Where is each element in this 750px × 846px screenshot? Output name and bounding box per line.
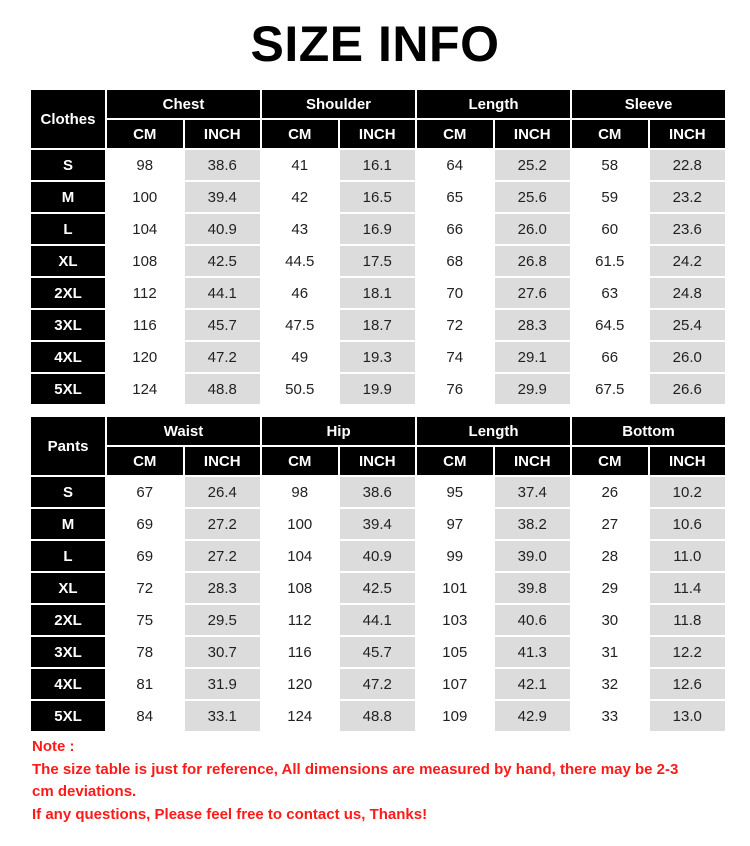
pants-value-cell: 29 [572, 573, 648, 603]
pants-value-cell: 105 [417, 637, 493, 667]
clothes-size-label: L [31, 214, 105, 244]
pants-value-cell: 84 [107, 701, 183, 731]
clothes-value-cell: 39.4 [185, 182, 261, 212]
pants-value-cell: 41.3 [495, 637, 571, 667]
pants-value-cell: 109 [417, 701, 493, 731]
clothes-corner-label: Clothes [31, 90, 105, 148]
pants-value-cell: 39.8 [495, 573, 571, 603]
pants-size-label: M [31, 509, 105, 539]
table-row [31, 150, 725, 180]
table-row [31, 182, 725, 212]
clothes-value-cell: 16.9 [340, 214, 416, 244]
note-line-2: cm deviations. [32, 783, 137, 801]
clothes-value-cell: 98 [107, 150, 183, 180]
pants-group-header: Length [417, 417, 570, 445]
clothes-unit-header: CM [417, 120, 493, 148]
pants-value-cell: 112 [262, 605, 338, 635]
pants-value-cell: 104 [262, 541, 338, 571]
clothes-value-cell: 46 [262, 278, 338, 308]
clothes-value-cell: 19.9 [340, 374, 416, 404]
pants-value-cell: 69 [107, 541, 183, 571]
clothes-value-cell: 45.7 [185, 310, 261, 340]
clothes-size-label: 3XL [31, 310, 105, 340]
pants-value-cell: 37.4 [495, 477, 571, 507]
pants-value-cell: 75 [107, 605, 183, 635]
clothes-value-cell: 25.4 [650, 310, 726, 340]
pants-unit-header: CM [262, 447, 338, 475]
clothes-value-cell: 120 [107, 342, 183, 372]
pants-group-header: Hip [262, 417, 415, 445]
pants-value-cell: 28.3 [185, 573, 261, 603]
clothes-value-cell: 100 [107, 182, 183, 212]
pants-value-cell: 99 [417, 541, 493, 571]
clothes-value-cell: 68 [417, 246, 493, 276]
clothes-value-cell: 23.2 [650, 182, 726, 212]
pants-value-cell: 30 [572, 605, 648, 635]
pants-value-cell: 103 [417, 605, 493, 635]
clothes-group-header: Sleeve [572, 90, 725, 118]
pants-value-cell: 26.4 [185, 477, 261, 507]
pants-value-cell: 40.9 [340, 541, 416, 571]
clothes-value-cell: 27.6 [495, 278, 571, 308]
pants-value-cell: 42.5 [340, 573, 416, 603]
note-line-1: The size table is just for reference, All dimensions are measured by hand, there may be 2-3 [32, 760, 679, 778]
clothes-value-cell: 19.3 [340, 342, 416, 372]
table-row [31, 509, 725, 539]
pants-corner-label: Pants [31, 417, 105, 475]
clothes-value-cell: 26.0 [650, 342, 726, 372]
table-row [31, 342, 725, 372]
clothes-value-cell: 60 [572, 214, 648, 244]
pants-group-header: Waist [107, 417, 260, 445]
pants-unit-header: CM [572, 447, 648, 475]
clothes-unit-header: CM [572, 120, 648, 148]
clothes-value-cell: 43 [262, 214, 338, 244]
pants-value-cell: 69 [107, 509, 183, 539]
clothes-group-header: Chest [107, 90, 260, 118]
pants-value-cell: 95 [417, 477, 493, 507]
clothes-value-cell: 22.8 [650, 150, 726, 180]
clothes-value-cell: 65 [417, 182, 493, 212]
clothes-unit-header: CM [107, 120, 183, 148]
pants-value-cell: 31 [572, 637, 648, 667]
clothes-value-cell: 18.7 [340, 310, 416, 340]
clothes-value-cell: 18.1 [340, 278, 416, 308]
pants-value-cell: 31.9 [185, 669, 261, 699]
table-row [31, 278, 725, 308]
pants-value-cell: 72 [107, 573, 183, 603]
pants-value-cell: 11.0 [650, 541, 726, 571]
clothes-value-cell: 66 [417, 214, 493, 244]
clothes-size-label: M [31, 182, 105, 212]
pants-value-cell: 116 [262, 637, 338, 667]
table-row [31, 605, 725, 635]
clothes-value-cell: 26.6 [650, 374, 726, 404]
clothes-value-cell: 108 [107, 246, 183, 276]
clothes-value-cell: 58 [572, 150, 648, 180]
pants-value-cell: 42.1 [495, 669, 571, 699]
clothes-value-cell: 44.5 [262, 246, 338, 276]
pants-value-cell: 11.4 [650, 573, 726, 603]
pants-value-cell: 39.0 [495, 541, 571, 571]
pants-size-label: 2XL [31, 605, 105, 635]
pants-value-cell: 27 [572, 509, 648, 539]
pants-value-cell: 33.1 [185, 701, 261, 731]
clothes-value-cell: 47.5 [262, 310, 338, 340]
pants-value-cell: 48.8 [340, 701, 416, 731]
table-row [31, 637, 725, 667]
clothes-value-cell: 59 [572, 182, 648, 212]
pants-value-cell: 101 [417, 573, 493, 603]
pants-value-cell: 26 [572, 477, 648, 507]
pants-value-cell: 42.9 [495, 701, 571, 731]
pants-unit-header: CM [107, 447, 183, 475]
pants-value-cell: 45.7 [340, 637, 416, 667]
clothes-size-label: XL [31, 246, 105, 276]
pants-value-cell: 40.6 [495, 605, 571, 635]
pants-size-label: XL [31, 573, 105, 603]
clothes-value-cell: 63 [572, 278, 648, 308]
table-row [31, 541, 725, 571]
clothes-value-cell: 104 [107, 214, 183, 244]
clothes-value-cell: 25.6 [495, 182, 571, 212]
clothes-value-cell: 24.2 [650, 246, 726, 276]
pants-value-cell: 33 [572, 701, 648, 731]
clothes-value-cell: 40.9 [185, 214, 261, 244]
pants-value-cell: 100 [262, 509, 338, 539]
clothes-value-cell: 16.1 [340, 150, 416, 180]
clothes-value-cell: 48.8 [185, 374, 261, 404]
clothes-value-cell: 26.8 [495, 246, 571, 276]
note-block [32, 736, 732, 827]
clothes-unit-header: CM [262, 120, 338, 148]
clothes-value-cell: 64.5 [572, 310, 648, 340]
pants-value-cell: 81 [107, 669, 183, 699]
table-row [31, 214, 725, 244]
table-row [31, 477, 725, 507]
clothes-value-cell: 74 [417, 342, 493, 372]
pants-size-label: 3XL [31, 637, 105, 667]
clothes-value-cell: 116 [107, 310, 183, 340]
clothes-value-cell: 16.5 [340, 182, 416, 212]
pants-value-cell: 12.6 [650, 669, 726, 699]
clothes-value-cell: 67.5 [572, 374, 648, 404]
pants-value-cell: 13.0 [650, 701, 726, 731]
pants-value-cell: 108 [262, 573, 338, 603]
pants-size-label: L [31, 541, 105, 571]
table-row [31, 246, 725, 276]
clothes-value-cell: 23.6 [650, 214, 726, 244]
clothes-size-table [29, 88, 727, 406]
pants-value-cell: 29.5 [185, 605, 261, 635]
pants-value-cell: 107 [417, 669, 493, 699]
clothes-value-cell: 70 [417, 278, 493, 308]
clothes-size-label: 5XL [31, 374, 105, 404]
clothes-value-cell: 61.5 [572, 246, 648, 276]
clothes-unit-header: INCH [340, 120, 416, 148]
clothes-value-cell: 26.0 [495, 214, 571, 244]
pants-value-cell: 97 [417, 509, 493, 539]
pants-size-label: 4XL [31, 669, 105, 699]
clothes-size-label: 2XL [31, 278, 105, 308]
pants-value-cell: 98 [262, 477, 338, 507]
table-row [31, 573, 725, 603]
clothes-size-label: 4XL [31, 342, 105, 372]
clothes-value-cell: 42.5 [185, 246, 261, 276]
pants-unit-header: INCH [185, 447, 261, 475]
clothes-value-cell: 124 [107, 374, 183, 404]
note-heading: Note : [32, 738, 75, 755]
pants-value-cell: 11.8 [650, 605, 726, 635]
pants-value-cell: 38.6 [340, 477, 416, 507]
pants-value-cell: 28 [572, 541, 648, 571]
clothes-value-cell: 24.8 [650, 278, 726, 308]
clothes-value-cell: 44.1 [185, 278, 261, 308]
clothes-value-cell: 29.1 [495, 342, 571, 372]
clothes-value-cell: 41 [262, 150, 338, 180]
table-row [31, 701, 725, 731]
clothes-group-header: Shoulder [262, 90, 415, 118]
pants-value-cell: 32 [572, 669, 648, 699]
pants-unit-header: CM [417, 447, 493, 475]
clothes-value-cell: 29.9 [495, 374, 571, 404]
note-line-3: If any questions, Please feel free to contact us, Thanks! [32, 806, 428, 824]
pants-value-cell: 120 [262, 669, 338, 699]
table-row [31, 669, 725, 699]
clothes-unit-header: INCH [185, 120, 261, 148]
clothes-value-cell: 64 [417, 150, 493, 180]
clothes-value-cell: 112 [107, 278, 183, 308]
clothes-value-cell: 47.2 [185, 342, 261, 372]
pants-group-header: Bottom [572, 417, 725, 445]
pants-size-label: S [31, 477, 105, 507]
clothes-value-cell: 72 [417, 310, 493, 340]
pants-value-cell: 27.2 [185, 509, 261, 539]
pants-value-cell: 39.4 [340, 509, 416, 539]
pants-value-cell: 78 [107, 637, 183, 667]
clothes-value-cell: 66 [572, 342, 648, 372]
pants-unit-header: INCH [340, 447, 416, 475]
clothes-unit-header: INCH [650, 120, 726, 148]
pants-value-cell: 27.2 [185, 541, 261, 571]
pants-value-cell: 124 [262, 701, 338, 731]
clothes-value-cell: 42 [262, 182, 338, 212]
clothes-group-header: Length [417, 90, 570, 118]
pants-value-cell: 67 [107, 477, 183, 507]
table-row [31, 310, 725, 340]
pants-value-cell: 10.6 [650, 509, 726, 539]
pants-unit-header: INCH [650, 447, 726, 475]
pants-value-cell: 44.1 [340, 605, 416, 635]
pants-value-cell: 38.2 [495, 509, 571, 539]
clothes-value-cell: 76 [417, 374, 493, 404]
clothes-value-cell: 38.6 [185, 150, 261, 180]
clothes-value-cell: 28.3 [495, 310, 571, 340]
page-title: SIZE INFO [250, 16, 500, 72]
clothes-value-cell: 50.5 [262, 374, 338, 404]
pants-value-cell: 47.2 [340, 669, 416, 699]
clothes-unit-header: INCH [495, 120, 571, 148]
pants-unit-header: INCH [495, 447, 571, 475]
pants-value-cell: 12.2 [650, 637, 726, 667]
clothes-size-label: S [31, 150, 105, 180]
pants-value-cell: 10.2 [650, 477, 726, 507]
pants-size-label: 5XL [31, 701, 105, 731]
pants-size-table [29, 415, 727, 733]
clothes-value-cell: 25.2 [495, 150, 571, 180]
table-row [31, 374, 725, 404]
clothes-value-cell: 17.5 [340, 246, 416, 276]
pants-value-cell: 30.7 [185, 637, 261, 667]
clothes-value-cell: 49 [262, 342, 338, 372]
